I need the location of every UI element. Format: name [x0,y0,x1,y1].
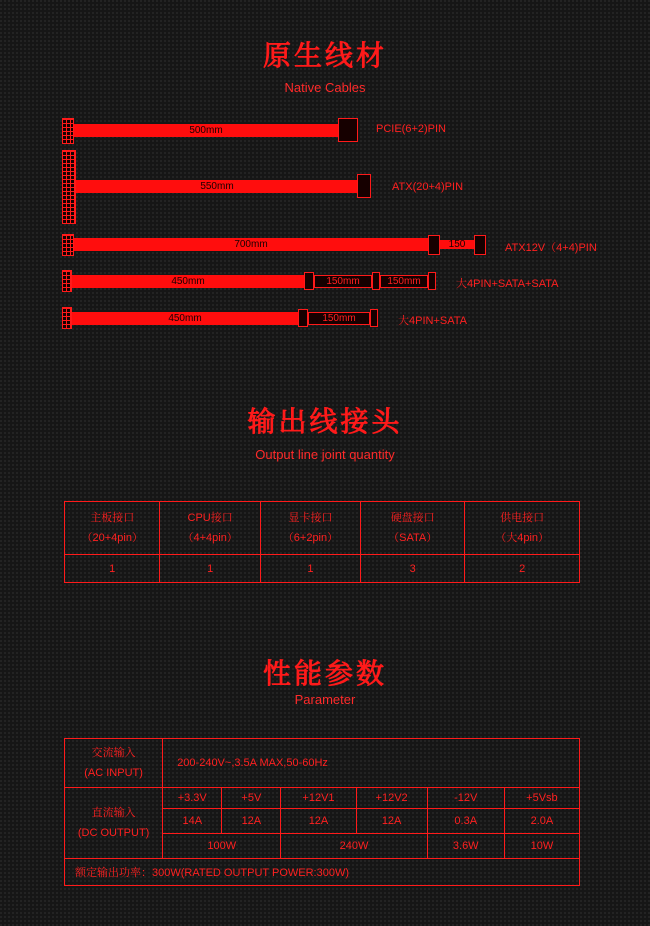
section-subtitle-params: Parameter [294,692,356,707]
power-cell: 100W [163,834,281,859]
cpu-plug-icon [428,235,440,255]
atx-connector-icon [62,307,72,329]
molex-plug-icon [304,272,314,290]
sata-plug-icon [372,272,380,290]
rail-cell: +5V [222,788,281,809]
atx-connector-icon [62,234,74,256]
rail-cell: +3.3V [163,788,222,809]
table-cell: 1 [260,555,360,583]
cable-length: 450mm [168,313,202,324]
cpu-plug-icon [474,235,486,255]
current-cell: 0.3A [427,809,504,834]
current-cell: 12A [222,809,281,834]
atx-plug-icon [357,174,371,198]
cable-label: PCIE(6+2)PIN [376,123,446,135]
cable-length-extra: 150 [448,239,466,250]
section-title-output: 输出线接头 [247,405,403,438]
cable-segment: 150mm [380,275,428,288]
power-cell: 3.6W [427,834,504,859]
rail-cell: +12V2 [356,788,427,809]
parameter-table [64,738,580,886]
table-header-cell: 硬盘接口 （SATA） [361,502,465,555]
ac-input-row [65,739,580,788]
power-cell: 240W [281,834,427,859]
ac-input-value: 200-240V~,3.5A MAX,50-60Hz [163,739,580,788]
table-header-cell: 供电接口 （大4pin） [465,502,580,555]
molex-plug-icon [298,309,308,327]
cable-segment: 150mm [314,275,372,288]
cable-length: 550mm [200,181,234,192]
rail-cell: +12V1 [281,788,356,809]
dc-output-label: 直流输入 (DC OUTPUT) [65,788,163,859]
cable-length: 450mm [171,276,205,287]
cable-segment: 150mm [308,312,370,325]
pcie-plug-icon [338,118,358,142]
table-header-cell: CPU接口 （4+4pin） [160,502,260,555]
cable-label: 大4PIN+SATA+SATA [456,278,559,290]
table-row [65,555,580,583]
table-cell: 2 [465,555,580,583]
output-joint-table [64,501,580,583]
cable-label: ATX12V（4+4)PIN [505,242,597,254]
rail-row [65,788,580,809]
current-cell: 12A [281,809,356,834]
section-title-params: 性能参数 [262,657,387,690]
section-title-cables: 原生线材 [262,39,387,72]
ac-input-label: 交流输入 (AC INPUT) [65,739,163,788]
cable-label: 大4PIN+SATA [398,315,467,327]
section-subtitle-cables: Native Cables [284,80,366,95]
table-header-row [65,502,580,555]
current-cell: 14A [163,809,222,834]
sata-plug-icon [370,309,378,327]
rail-cell: -12V [427,788,504,809]
atx-connector-icon [62,270,72,292]
cable-length: 700mm [234,239,268,250]
atx-connector-icon [62,150,76,224]
current-cell: 2.0A [504,809,579,834]
sata-plug-icon [428,272,436,290]
table-cell: 3 [361,555,465,583]
section-subtitle-output: Output line joint quantity [255,447,395,462]
current-cell: 12A [356,809,427,834]
table-header-cell: 显卡接口 （6+2pin） [260,502,360,555]
rail-cell: +5Vsb [504,788,579,809]
cable-label: ATX(20+4)PIN [392,181,464,193]
rated-row [65,859,580,886]
rated-power: 额定输出功率：300W(RATED OUTPUT POWER:300W) [65,859,580,886]
atx-connector-icon [62,118,74,144]
table-cell: 1 [160,555,260,583]
power-cell: 10W [504,834,579,859]
table-header-cell: 主板接口 （20+4pin） [65,502,160,555]
cable-length: 500mm [189,125,223,136]
table-cell: 1 [65,555,160,583]
